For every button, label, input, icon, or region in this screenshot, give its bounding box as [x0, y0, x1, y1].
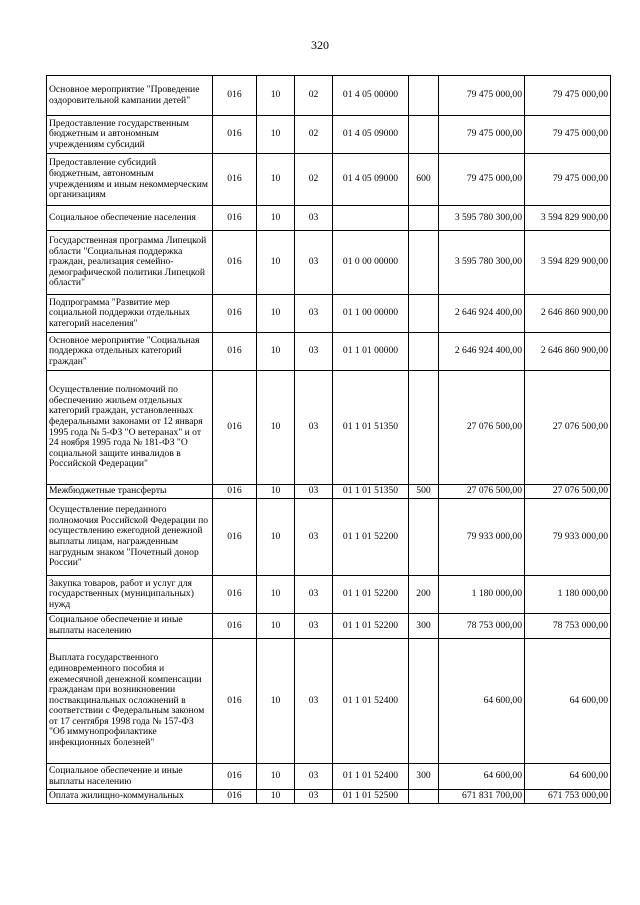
table-row: [47, 206, 611, 231]
table-row: [47, 154, 611, 206]
subsection-cell: 02: [295, 76, 333, 116]
amount-year2-cell: 64 600,00: [525, 764, 611, 790]
expense-type-cell: [409, 790, 439, 804]
expense-type-cell: [409, 639, 439, 764]
amount-year1-cell: 1 180 000,00: [439, 576, 525, 614]
amount-year2-cell: 671 753 000,00: [525, 790, 611, 804]
section-cell: 10: [257, 499, 295, 576]
subsection-cell: 03: [295, 764, 333, 790]
amount-year1-cell: 27 076 500,00: [439, 485, 525, 499]
expense-type-cell: [409, 116, 439, 154]
section-cell: 10: [257, 295, 295, 333]
amount-year1-cell: 79 475 000,00: [439, 154, 525, 206]
amount-year2-cell: 2 646 860 900,00: [525, 333, 611, 371]
admin-code-cell: 016: [213, 485, 257, 499]
admin-code-cell: 016: [213, 614, 257, 639]
section-cell: 10: [257, 333, 295, 371]
amount-year1-cell: 64 600,00: [439, 639, 525, 764]
table-row: [47, 295, 611, 333]
table-row: [47, 231, 611, 295]
amount-year1-cell: 78 753 000,00: [439, 614, 525, 639]
target-article-cell: 01 4 05 09000: [333, 116, 409, 154]
section-cell: 10: [257, 639, 295, 764]
expense-type-cell: [409, 333, 439, 371]
section-cell: 10: [257, 116, 295, 154]
target-article-cell: 01 1 01 51350: [333, 371, 409, 485]
row-name-cell: Предоставление государственным бюджетным и автономным учреждениям субсидий: [47, 116, 213, 154]
amount-year2-cell: 3 594 829 900,00: [525, 206, 611, 231]
amount-year2-cell: 78 753 000,00: [525, 614, 611, 639]
amount-year1-cell: 671 831 700,00: [439, 790, 525, 804]
table-row: [47, 639, 611, 764]
section-cell: 10: [257, 231, 295, 295]
subsection-cell: 03: [295, 485, 333, 499]
row-name-cell: Подпрограмма "Развитие мер социальной поддержки отдельных категорий населения": [47, 295, 213, 333]
amount-year2-cell: 3 594 829 900,00: [525, 231, 611, 295]
row-name-cell: Социальное обеспечение и иные выплаты населению: [47, 614, 213, 639]
amount-year2-cell: 79 933 000,00: [525, 499, 611, 576]
section-cell: 10: [257, 614, 295, 639]
row-name-cell: Основное мероприятие "Проведение оздоровительной кампании детей": [47, 76, 213, 116]
expense-type-cell: 300: [409, 614, 439, 639]
admin-code-cell: 016: [213, 116, 257, 154]
amount-year2-cell: 1 180 000,00: [525, 576, 611, 614]
section-cell: 10: [257, 76, 295, 116]
table-row: [47, 764, 611, 790]
section-cell: 10: [257, 371, 295, 485]
subsection-cell: 03: [295, 614, 333, 639]
table-row: [47, 576, 611, 614]
row-name-cell: Предоставление субсидий бюджетным, автономным учреждениям и иным некоммерческим организациям: [47, 154, 213, 206]
amount-year1-cell: 3 595 780 300,00: [439, 206, 525, 231]
admin-code-cell: 016: [213, 333, 257, 371]
admin-code-cell: 016: [213, 154, 257, 206]
subsection-cell: 03: [295, 790, 333, 804]
subsection-cell: 03: [295, 231, 333, 295]
admin-code-cell: 016: [213, 576, 257, 614]
row-name-cell: Государственная программа Липецкой области "Социальная поддержка граждан, реализация семейно-демографической политики Липецкой области": [47, 231, 213, 295]
subsection-cell: 03: [295, 333, 333, 371]
section-cell: 10: [257, 206, 295, 231]
target-article-cell: 01 1 01 00000: [333, 333, 409, 371]
table-body: [47, 76, 611, 804]
amount-year2-cell: 79 475 000,00: [525, 116, 611, 154]
row-name-cell: Межбюджетные трансферты: [47, 485, 213, 499]
target-article-cell: 01 4 05 09000: [333, 154, 409, 206]
subsection-cell: 03: [295, 639, 333, 764]
row-name-cell: Оплата жилищно-коммунальных: [47, 790, 213, 804]
target-article-cell: 01 4 05 00000: [333, 76, 409, 116]
admin-code-cell: 016: [213, 231, 257, 295]
subsection-cell: 03: [295, 206, 333, 231]
subsection-cell: 03: [295, 499, 333, 576]
amount-year1-cell: 2 646 924 400,00: [439, 333, 525, 371]
row-name-cell: Осуществление переданного полномочия Российской Федерации по осуществлению ежегодной денежной выплаты лицам, награжденным нагрудным знаком "Почетный донор России": [47, 499, 213, 576]
row-name-cell: Социальное обеспечение населения: [47, 206, 213, 231]
section-cell: 10: [257, 764, 295, 790]
admin-code-cell: 016: [213, 371, 257, 485]
row-name-cell: Закупка товаров, работ и услуг для государственных (муниципальных) нужд: [47, 576, 213, 614]
expense-type-cell: [409, 371, 439, 485]
subsection-cell: 02: [295, 154, 333, 206]
target-article-cell: 01 1 01 51350: [333, 485, 409, 499]
amount-year1-cell: 79 475 000,00: [439, 116, 525, 154]
amount-year2-cell: 27 076 500,00: [525, 485, 611, 499]
amount-year2-cell: 64 600,00: [525, 639, 611, 764]
target-article-cell: 01 1 01 52500: [333, 790, 409, 804]
expense-type-cell: [409, 295, 439, 333]
admin-code-cell: 016: [213, 499, 257, 576]
table-row: [47, 76, 611, 116]
table-row: [47, 116, 611, 154]
amount-year1-cell: 27 076 500,00: [439, 371, 525, 485]
expense-type-cell: 500: [409, 485, 439, 499]
row-name-cell: Социальное обеспечение и иные выплаты населению: [47, 764, 213, 790]
row-name-cell: Выплата государственного единовременного пособия и ежемесячной денежной компенсации гражданам при возникновении поствакцинальных осложнений в соответствии с Федеральным законом от 17 сентября 1998 года № 157-ФЗ "Об иммунопрофилактике инфекционных болезней": [47, 639, 213, 764]
amount-year1-cell: 3 595 780 300,00: [439, 231, 525, 295]
expense-type-cell: 600: [409, 154, 439, 206]
budget-table: [46, 75, 611, 804]
subsection-cell: 02: [295, 116, 333, 154]
table-row: [47, 614, 611, 639]
admin-code-cell: 016: [213, 639, 257, 764]
subsection-cell: 03: [295, 295, 333, 333]
section-cell: 10: [257, 790, 295, 804]
target-article-cell: 01 1 00 00000: [333, 295, 409, 333]
table-row: [47, 790, 611, 804]
table-row: [47, 499, 611, 576]
target-article-cell: 01 0 00 00000: [333, 231, 409, 295]
expense-type-cell: [409, 76, 439, 116]
amount-year1-cell: 2 646 924 400,00: [439, 295, 525, 333]
amount-year2-cell: 2 646 860 900,00: [525, 295, 611, 333]
admin-code-cell: 016: [213, 764, 257, 790]
expense-type-cell: [409, 231, 439, 295]
expense-type-cell: [409, 499, 439, 576]
target-article-cell: 01 1 01 52200: [333, 576, 409, 614]
amount-year1-cell: 64 600,00: [439, 764, 525, 790]
expense-type-cell: [409, 206, 439, 231]
admin-code-cell: 016: [213, 790, 257, 804]
amount-year2-cell: 79 475 000,00: [525, 154, 611, 206]
page-number: 320: [311, 38, 329, 52]
table-row: [47, 485, 611, 499]
subsection-cell: 03: [295, 576, 333, 614]
admin-code-cell: 016: [213, 295, 257, 333]
row-name-cell: Основное мероприятие "Социальная поддержка отдельных категорий граждан": [47, 333, 213, 371]
expense-type-cell: 200: [409, 576, 439, 614]
admin-code-cell: 016: [213, 206, 257, 231]
target-article-cell: 01 1 01 52200: [333, 614, 409, 639]
target-article-cell: 01 1 01 52200: [333, 499, 409, 576]
table-row: [47, 371, 611, 485]
section-cell: 10: [257, 576, 295, 614]
target-article-cell: 01 1 01 52400: [333, 639, 409, 764]
admin-code-cell: 016: [213, 76, 257, 116]
table-row: [47, 333, 611, 371]
section-cell: 10: [257, 154, 295, 206]
row-name-cell: Осуществление полномочий по обеспечению жильем отдельных категорий граждан, установленных федеральными законами от 12 января 1995 года № 5-ФЗ "О ветеранах" и от 24 ноября 1995 года № 181-ФЗ "О социальной защите инвалидов в Российской Федерации": [47, 371, 213, 485]
section-cell: 10: [257, 485, 295, 499]
target-article-cell: 01 1 01 52400: [333, 764, 409, 790]
amount-year2-cell: 27 076 500,00: [525, 371, 611, 485]
amount-year1-cell: 79 933 000,00: [439, 499, 525, 576]
amount-year2-cell: 79 475 000,00: [525, 76, 611, 116]
expense-type-cell: 300: [409, 764, 439, 790]
target-article-cell: [333, 206, 409, 231]
subsection-cell: 03: [295, 371, 333, 485]
amount-year1-cell: 79 475 000,00: [439, 76, 525, 116]
